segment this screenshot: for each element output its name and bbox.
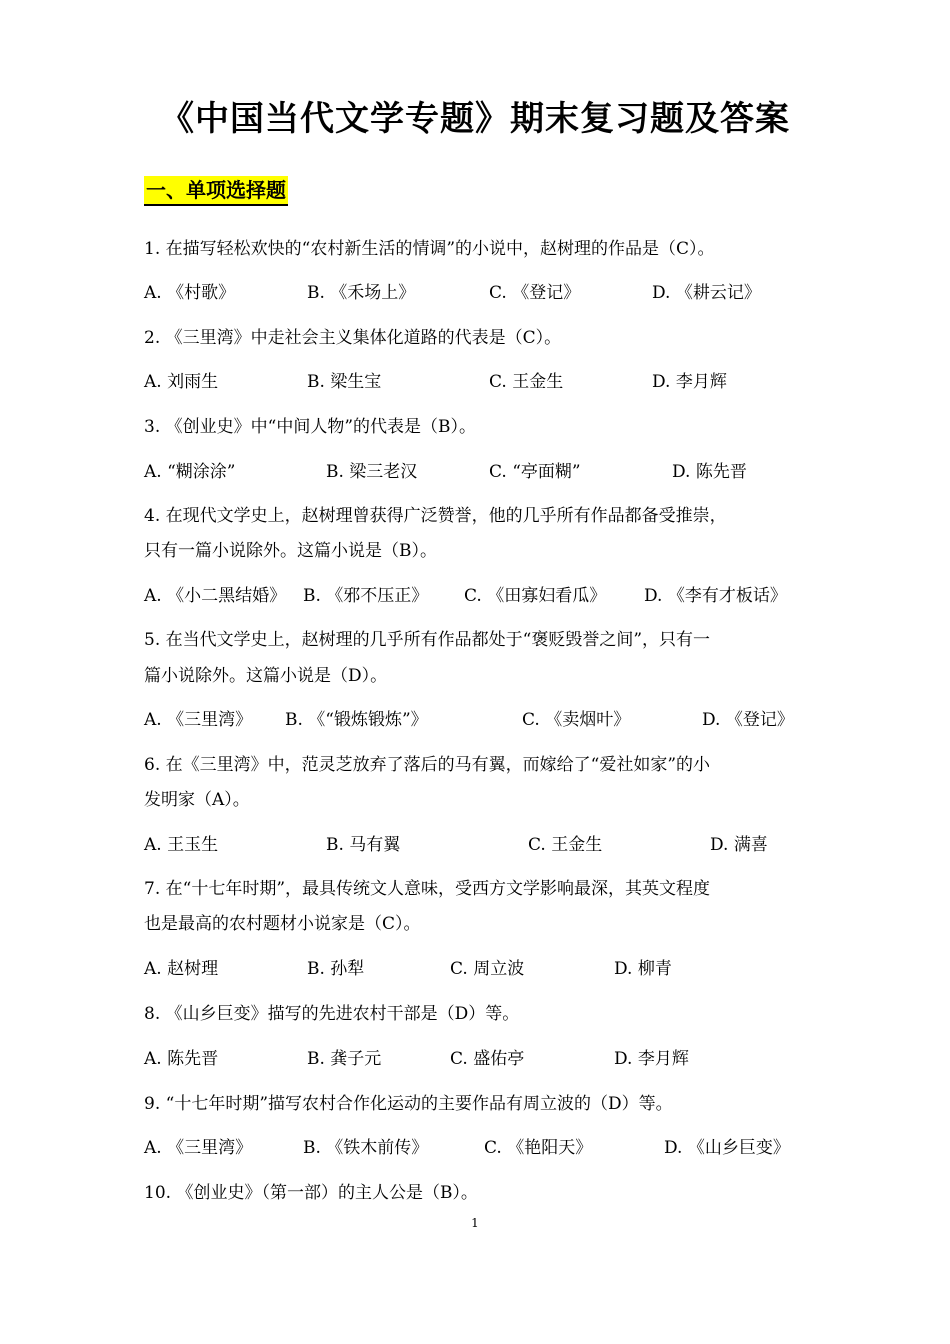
question-text: 1. 在描写轻松欢快的“农村新生活的情调”的小说中，赵树理的作品是（C）。 [144,239,715,259]
question-text-cont: 篇小说除外。这篇小说是（D）。 [144,666,388,686]
option-c: C. 盛佑亭 [450,1049,525,1069]
page-title: 《中国当代文学专题》期末复习题及答案 [160,99,790,139]
question-text: 9. “十七年时期”描写农村合作化运动的主要作品有周立波的（D）等。 [144,1094,673,1114]
option-a: A. 《小二黑结婚》 [144,586,287,606]
option-c: C. 王金生 [528,835,603,855]
option-d: D. 《山乡巨变》 [664,1138,790,1158]
question-text: 6. 在《三里湾》中，范灵芝放弃了落后的马有翼，而嫁给了“爱社如家”的小 [144,755,711,775]
option-a: A. 陈先晋 [144,1049,219,1069]
option-d: D. 满喜 [710,835,768,855]
option-d: D. 《耕云记》 [652,283,761,303]
question-text: 7. 在“十七年时期”，最具传统文人意味，受西方文学影响最深，其英文程度 [144,879,711,899]
question-text: 4. 在现代文学史上，赵树理曾获得广泛赞誉，他的几乎所有作品都备受推崇， [144,506,727,526]
option-c: C. 《登记》 [489,283,581,303]
option-a: A. 王玉生 [144,835,219,855]
option-c: C. “亭面糊” [489,462,581,482]
option-b: B. 梁三老汉 [326,462,418,482]
option-b: B. 马有翼 [326,835,401,855]
option-d: D. 陈先晋 [672,462,747,482]
option-d: D. 柳青 [614,959,672,979]
question-text-cont: 发明家（A）。 [144,790,250,810]
option-a: A. 刘雨生 [144,372,219,392]
option-a: A. 《村歌》 [144,283,236,303]
option-b: B. 《禾场上》 [307,283,416,303]
question-text: 3. 《创业史》中“中间人物”的代表是（B）。 [144,417,476,437]
question-text-cont: 也是最高的农村题材小说家是（C）。 [144,914,421,934]
option-b: B. 梁生宝 [307,372,382,392]
option-a: A. 《三里湾》 [144,710,253,730]
option-b: B. 孙犁 [307,959,365,979]
question-text-cont: 只有一篇小说除外。这篇小说是（B）。 [144,541,437,561]
page-number: 1 [471,1216,479,1230]
option-d: D. 李月辉 [652,372,727,392]
option-d: D. 《登记》 [702,710,794,730]
option-c: C. 《田寡妇看瓜》 [464,586,607,606]
option-b: B. 龚子元 [307,1049,382,1069]
option-c: C. 《艳阳天》 [484,1138,593,1158]
option-d: D. 李月辉 [614,1049,689,1069]
option-b: B. 《铁木前传》 [303,1138,429,1158]
option-a: A. 赵树理 [144,959,219,979]
question-text: 8. 《山乡巨变》描写的先进农村干部是（D）等。 [144,1004,520,1024]
option-b: B. 《邪不压正》 [303,586,429,606]
question-text: 10. 《创业史》（第一部）的主人公是（B）。 [144,1183,478,1203]
option-a: A. “糊涂涂” [144,462,236,482]
option-c: C. 《卖烟叶》 [522,710,631,730]
option-b: B. 《“锻炼锻炼”》 [285,710,428,730]
option-c: C. 王金生 [489,372,564,392]
section-heading: 一、单项选择题 [144,176,288,206]
option-a: A. 《三里湾》 [144,1138,253,1158]
question-text: 5. 在当代文学史上，赵树理的几乎所有作品都处于“褒贬毁誉之间”，只有一 [144,630,711,650]
option-d: D. 《李有才板话》 [644,586,787,606]
question-text: 2. 《三里湾》中走社会主义集体化道路的代表是（C）。 [144,328,562,348]
option-c: C. 周立波 [450,959,525,979]
